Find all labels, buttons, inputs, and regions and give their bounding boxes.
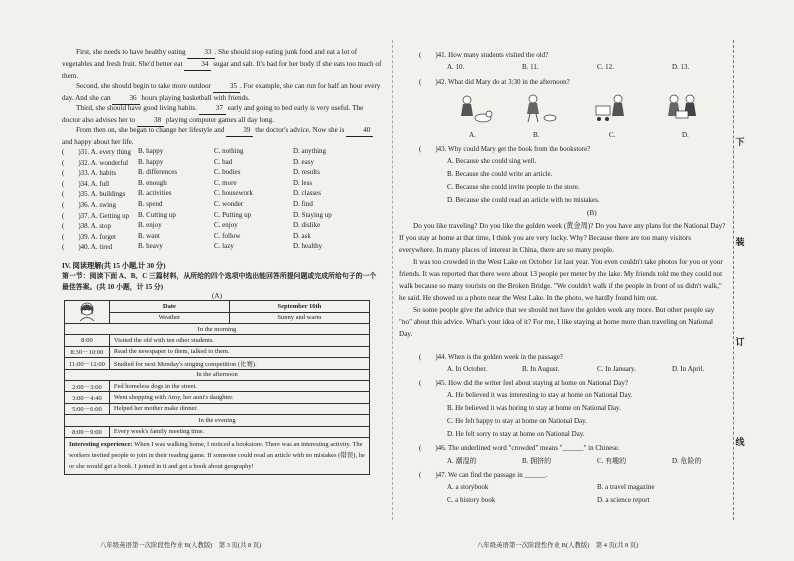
question-43: ( )43. Why could Mary get the book from the bookstore? xyxy=(419,145,591,153)
picture-a-feeding-dogs xyxy=(455,94,495,124)
weather-value: Sunny and warm xyxy=(229,312,369,324)
cloze-option: D. find xyxy=(293,200,313,208)
option-45c: C. He felt happy to stay at home on National Day. xyxy=(447,417,587,425)
cloze-question-item: ( )38. A. stop xyxy=(62,222,111,231)
time-cell: 8:00－9:00 xyxy=(65,426,110,437)
option-46a: A. 潮湿的 xyxy=(447,457,477,465)
date-label: Date xyxy=(109,301,229,313)
cloze-option: C. wonder xyxy=(214,200,244,208)
section-afternoon: In the afternoon xyxy=(65,369,370,380)
time-cell: 8:30－10:00 xyxy=(65,346,110,357)
cloze-question-item: ( )39. A. forget xyxy=(62,232,116,241)
activity-cell: Fed homeless dogs in the street. xyxy=(109,380,369,391)
cloze-question-item: ( )37. A. Getting up xyxy=(62,211,130,220)
table-row xyxy=(65,392,370,403)
table-row xyxy=(65,358,370,369)
cloze-option: D. dislike xyxy=(293,221,321,230)
cloze-option: C. Putting up xyxy=(214,210,252,219)
option-45b: B. He believed it was boring to stay at home on National Day. xyxy=(447,404,621,412)
mary-schedule-table xyxy=(64,300,370,475)
cloze-option: D. Staying up xyxy=(293,210,332,219)
cloze-option: C. follow xyxy=(214,231,241,240)
option-44a: A. In October. xyxy=(447,365,488,373)
question-47: ( )47. We can find the passage in ______. xyxy=(419,471,548,479)
option-46c: C. 有趣的 xyxy=(597,457,627,465)
passage-b-para: So some people give the advice that we should not have the golden week any more. But other people say "no" about this advice. What's your idea of it? For me, I like staying at home more than traveling on National Day. xyxy=(399,306,715,338)
picture-c-shopping-cart xyxy=(592,94,632,124)
table-row xyxy=(65,426,370,437)
activity-cell: Visited the old with ten other students. xyxy=(109,335,369,346)
cloze-option: C. bad xyxy=(214,157,233,166)
cloze-option: D. anything xyxy=(293,147,327,155)
section-morning: In the morning xyxy=(65,324,370,335)
passage-b-para: Do you like traveling? Do you like the golden week (黄金周)? Do you have any plans for the National Day? If you stay at home at that time, I think you are very lucky. Why? Because there are too many visitors everywhere. In many places of interest in China, there are so many people. xyxy=(399,222,726,254)
cloze-option: D. less xyxy=(293,178,313,187)
cloze-option: C. nothing xyxy=(214,147,244,155)
cloze-question-item: ( )33. A. habits xyxy=(62,169,117,178)
option-44d: D. In April. xyxy=(672,365,705,373)
experience-text: When I was walking home, I noticed a bookstore. There was an interesting activity. The workers invited people to join in their reading game. If someone could read an article with no mistakes (错误), he or she would get a book. I joined in it and got a book about geography! xyxy=(69,440,365,470)
girl-avatar-cell xyxy=(65,301,110,324)
pic-label-a: A. xyxy=(469,131,476,139)
option-43c: C. Because she could invite people to the store. xyxy=(447,183,580,191)
option-46b: B. 拥挤的 xyxy=(522,457,552,465)
cloze-option: D. easy xyxy=(293,157,314,166)
question-46: ( )46. The underlined word "crowded" means "______" in Chinese. xyxy=(419,444,620,452)
activity-cell: Studied for next Monday's singing competition (比赛). xyxy=(109,358,369,369)
cloze-option: B. spend xyxy=(138,200,163,208)
time-cell: 5:00－6:00 xyxy=(65,403,110,414)
activity-cell: Went shopping with Amy, her aunt's daughter. xyxy=(109,392,369,403)
passage-a-label: (A) xyxy=(212,292,222,300)
time-cell: 8:00 xyxy=(65,335,110,346)
question-41: ( )41. How many students visited the old? xyxy=(419,51,549,59)
binding-char: 下 xyxy=(735,137,745,147)
cloze-option: D. ask xyxy=(293,231,311,240)
cloze-option: B. activities xyxy=(138,189,172,198)
picture-b-walking-dog xyxy=(519,94,559,124)
binding-line xyxy=(733,40,747,520)
cloze-option: B. Cutting up xyxy=(138,210,176,219)
cloze-option: B. happy xyxy=(138,157,164,166)
cloze-question-item: ( )31. A. every thing xyxy=(62,148,132,156)
section-evening: In the evening xyxy=(65,415,370,426)
section4-title: IV. 阅读理解(共 15 小题,计 30 分) xyxy=(62,262,166,270)
option-45d: D. He felt sorry to stay at home on National Day. xyxy=(447,430,585,438)
cloze-paragraph-second: Second, she should begin to take more outdoor 35 . For example, she can run for half an hour every day. And she can 36 hours playing basketball with friends. xyxy=(62,81,382,105)
option-44b: B. In August. xyxy=(522,365,560,373)
cloze-question-item: ( )32. A. wonderful xyxy=(62,158,129,167)
passage-b-label: (B) xyxy=(587,209,597,217)
footer-left: 八年级英语第一次阶段性作业 B(人教版) 第 3 页(共 8 页) xyxy=(100,542,262,549)
passage-b-para: It was too crowded in the West Lake on October 1st last year. You even couldn't take photos for you or your friends. It was reported that there were about 13 people per meter by the lake. My friends told me they could not walk because so many tourists on the Broken Bridge. "We couldn't walk if the people in front of us didn't walk," he said. He showed us a photo near the West Lake. In the photo, we hardly found him out. xyxy=(399,258,723,302)
question-45: ( )45. How did the writer feel about staying at home on National Day? xyxy=(419,379,628,387)
cloze-option: B. happy xyxy=(138,147,164,155)
option-43a: A. Because she could sing well. xyxy=(447,157,537,165)
option-41b: B. 11. xyxy=(522,63,539,71)
option-47a: A. a storybook xyxy=(447,483,489,491)
option-44c: C. In January. xyxy=(597,365,636,373)
cloze-paragraph-from: From then on, she began to change her lifestyle and 39 the doctor's advice. Now she is 40 and happy about her life. xyxy=(62,125,382,148)
experience-label: Interesting experience: xyxy=(69,440,133,448)
passage-b-text xyxy=(399,220,727,340)
binding-char: 订 xyxy=(735,337,745,347)
question-44: ( )44. When is the golden week in the passage? xyxy=(419,353,563,361)
option-41d: D. 13. xyxy=(672,63,690,71)
cloze-paragraph-third: Third, she should have good living habits. 37 early and going to bed early is very useful. The doctor also advises her to 38 playing computer games all day long. xyxy=(62,103,382,127)
option-41a: A. 10. xyxy=(447,63,465,71)
option-41c: C. 12. xyxy=(597,63,614,71)
cloze-option: B. differences xyxy=(138,168,178,177)
activity-cell: Helped her mother make dinner. xyxy=(109,403,369,414)
option-46d: D. 危险的 xyxy=(672,457,702,465)
activity-cell: Every week's family meeting time. xyxy=(109,426,369,437)
cloze-option: B. heavy xyxy=(138,242,163,251)
time-cell: 3:00－4:40 xyxy=(65,392,110,403)
section4-instructions: 第一节：阅读下面 A、B、C 三篇材料，从所给的四个选项中选出能回答所提问题或完成所给句子的一个最佳答案。(共 10 小题，计 15 分) xyxy=(62,273,377,291)
binding-char: 装 xyxy=(735,237,745,247)
interesting-experience-cell xyxy=(65,437,370,474)
cloze-question-item: ( )36. A. swing xyxy=(62,201,117,209)
cloze-option: C. bodies xyxy=(214,168,241,177)
girl-avatar-icon xyxy=(76,301,98,321)
option-47b: B. a travel magazine xyxy=(597,483,655,491)
table-row xyxy=(65,403,370,414)
cloze-option: C. more xyxy=(214,178,237,187)
cloze-paragraph-first: First, she needs to have healthy eating 33 . She should stop eating junk food and eat a lot of vegetables and fresh fruit. She'd better eat 34 sugar and salt. It's bad for her body if she eats too much of them. xyxy=(62,48,382,81)
binding-char: 线 xyxy=(735,437,745,447)
option-45a: A. He believed it was interesting to stay at home on National Day. xyxy=(447,391,633,399)
cloze-question-item: ( )40. A. tired xyxy=(62,243,113,252)
table-row xyxy=(65,335,370,346)
cloze-option: B. enough xyxy=(138,178,167,187)
pic-label-b: B. xyxy=(533,131,540,139)
picture-d-cooking xyxy=(662,94,702,124)
table-row xyxy=(65,346,370,357)
weather-label: Weather xyxy=(109,312,229,324)
cloze-question-item: ( )34. A. full xyxy=(62,179,110,188)
pic-label-d: D. xyxy=(682,131,689,139)
cloze-option: C. lazy xyxy=(214,242,234,251)
option-43b: B. Because she could write an article. xyxy=(447,170,553,178)
table-row xyxy=(65,380,370,391)
cloze-option: D. classes xyxy=(293,189,321,198)
time-cell: 11:00－12:00 xyxy=(65,358,110,369)
cloze-option: D. results xyxy=(293,168,320,177)
option-43d: D. Because she could read an article with no mistakes. xyxy=(447,196,600,204)
time-cell: 2:00－3:00 xyxy=(65,380,110,391)
cloze-option: C. enjoy xyxy=(214,221,238,230)
cloze-option: B. enjoy xyxy=(138,221,162,230)
pic-label-c: C. xyxy=(609,131,616,139)
activity-cell: Read the newspaper to them, talked to them. xyxy=(109,346,369,357)
option-47c: C. a history book xyxy=(447,496,496,504)
cloze-option: C. housework xyxy=(214,189,253,198)
question-42: ( )42. What did Mary do at 3:30 in the afternoon? xyxy=(419,78,570,86)
date-value: September 16th xyxy=(229,301,369,313)
cloze-question-item: ( )35. A. buildings xyxy=(62,190,126,199)
cloze-option: D. healthy xyxy=(293,242,323,251)
footer-right: 八年级英语第一次阶段性作业 B(人教版) 第 4 页(共 8 页) xyxy=(477,542,639,549)
option-47d: D. a science report xyxy=(597,496,650,504)
cloze-option: B. want xyxy=(138,231,160,240)
